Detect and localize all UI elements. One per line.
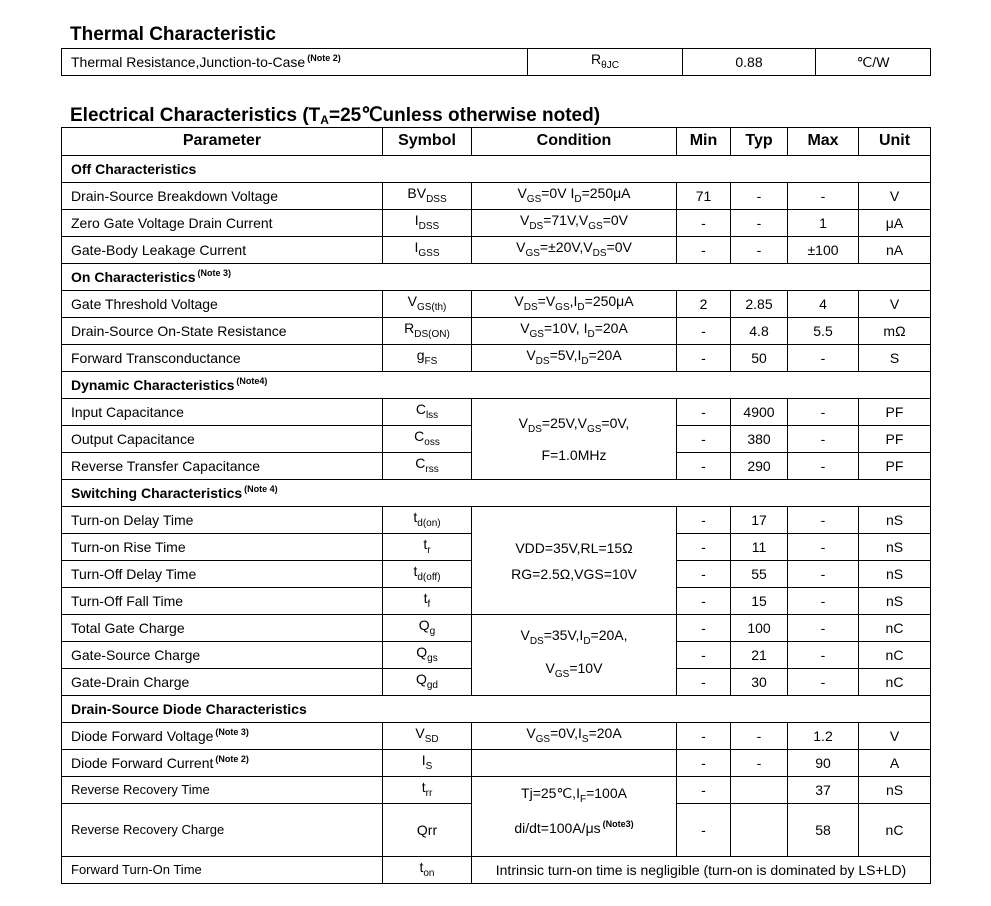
typ-cell: 21 [731,642,788,669]
electrical-heading: Electrical Characteristics ($T_A=25℃unless$ otherwise noted) [70,105,601,127]
unit-cell: nS [859,507,931,534]
symbol-cell: $g_{FS}$ [383,345,472,372]
min-cell: 2 [677,291,731,318]
unit-cell: V [859,183,931,210]
min-cell: - [677,669,731,696]
forward-turn-on-note: Intrinsic turn-on time is negligible (turn-on is dominated by LS+LD) [472,857,931,884]
electrical-table [61,127,931,884]
typ-cell: 15 [731,588,788,615]
symbol-cell: $Q_g$ [383,615,472,642]
symbol-cell: $C_{oss}$ [383,426,472,453]
max-cell: - [788,561,859,588]
min-cell: - [677,642,731,669]
column-header: Symbol [383,128,472,156]
typ-cell: 2.85 [731,291,788,318]
min-cell: - [677,345,731,372]
min-cell: - [677,237,731,264]
max-cell: - [788,669,859,696]
max-cell: 5.5 [788,318,859,345]
typ-cell [731,804,788,857]
condition-line: RG=2.5Ω,VGS=10V [511,565,637,582]
condition-line: $V_{GS}=10V$ [545,660,603,680]
unit-cell: nC [859,615,931,642]
param-cell: Diode Forward Current $^{(Note 2)}$ [62,750,383,777]
max-cell: - [788,453,859,480]
param-cell: Turn-on Delay Time [62,507,383,534]
column-header: Parameter [62,128,383,156]
table-row [62,777,931,804]
table-row [62,507,931,534]
symbol-cell: $t_{d(off)}$ [383,561,472,588]
section-header-switching: Switching Characteristics $^{(Note 4)}$ [62,480,931,507]
thermal-symbol: $R_{\theta JC}$ [528,49,683,76]
typ-cell: 11 [731,534,788,561]
min-cell: - [677,399,731,426]
thermal-unit: ℃/W [816,49,931,76]
condition-cell [472,750,677,777]
max-cell: 4 [788,291,859,318]
symbol-cell: $BV_{DSS}$ [383,183,472,210]
param-cell: Reverse Transfer Capacitance [62,453,383,480]
symbol-cell: $I_S$ [383,750,472,777]
table-row [62,318,931,345]
max-cell: ±100 [788,237,859,264]
min-cell: - [677,588,731,615]
param-cell: Diode Forward Voltage $^{(Note 3)}$ [62,723,383,750]
param-cell: Output Capacitance [62,426,383,453]
typ-cell: 4.8 [731,318,788,345]
section-header-diode: Drain-Source Diode Characteristics [62,696,931,723]
table-row [62,210,931,237]
section-header-off: Off Characteristics [62,156,931,183]
unit-cell: V [859,723,931,750]
max-cell: - [788,534,859,561]
unit-cell: S [859,345,931,372]
typ-cell: 100 [731,615,788,642]
max-cell: - [788,183,859,210]
condition-cell-capacitance [472,399,677,480]
unit-cell: nS [859,561,931,588]
max-cell: - [788,426,859,453]
param-cell: Turn-Off Fall Time [62,588,383,615]
unit-cell: PF [859,426,931,453]
condition-line: di/dt=100A/μs $^{(Note3)}$ [514,818,634,836]
param-cell: Zero Gate Voltage Drain Current [62,210,383,237]
condition-cell: $V_{GS}=0V,I_S=20A$ [472,723,677,750]
symbol-cell: $Q_{gs}$ [383,642,472,669]
typ-cell: 380 [731,426,788,453]
table-row [62,291,931,318]
symbol-cell: Qrr [383,804,472,857]
param-cell: Gate Threshold Voltage [62,291,383,318]
symbol-cell: $R_{DS(ON)}$ [383,318,472,345]
max-cell: - [788,615,859,642]
min-cell: - [677,507,731,534]
symbol-cell: $t_{rr}$ [383,777,472,804]
param-cell: Total Gate Charge [62,615,383,642]
min-cell: - [677,534,731,561]
param-cell: Drain-Source Breakdown Voltage [62,183,383,210]
max-cell: - [788,507,859,534]
max-cell: - [788,642,859,669]
param-cell: Forward Transconductance [62,345,383,372]
typ-cell: 30 [731,669,788,696]
column-header: Min [677,128,731,156]
typ-cell: - [731,210,788,237]
condition-line: F=1.0MHz [541,447,607,464]
min-cell: 71 [677,183,731,210]
min-cell: - [677,723,731,750]
unit-cell: A [859,750,931,777]
thermal-table [61,48,931,76]
unit-cell: nS [859,777,931,804]
symbol-cell: $t_{d(on)}$ [383,507,472,534]
condition-cell: $V_{DS}=71V,V_{GS}=0V$ [472,210,677,237]
unit-cell: PF [859,453,931,480]
min-cell: - [677,561,731,588]
typ-cell: - [731,750,788,777]
param-cell: Drain-Source On-State Resistance [62,318,383,345]
table-row [62,237,931,264]
typ-cell: - [731,183,788,210]
symbol-cell: $V_{GS(th)}$ [383,291,472,318]
thermal-heading: Thermal Characteristic [70,24,276,45]
param-cell: Gate-Drain Charge [62,669,383,696]
min-cell: - [677,318,731,345]
param-cell: Turn-on Rise Time [62,534,383,561]
min-cell: - [677,210,731,237]
min-cell: - [677,453,731,480]
typ-cell: - [731,723,788,750]
symbol-cell: $I_{GSS}$ [383,237,472,264]
condition-cell: $V_{GS}=10V$, $I_D=20A$ [472,318,677,345]
min-cell: - [677,615,731,642]
param-cell: Gate-Source Charge [62,642,383,669]
condition-line: VDD=35V,RL=15Ω [515,539,633,556]
table-row [62,183,931,210]
typ-cell: 4900 [731,399,788,426]
typ-cell: 55 [731,561,788,588]
condition-cell: $V_{DS}=V_{GS},I_D=250\mu A$ [472,291,677,318]
table-row [62,345,931,372]
param-cell: Turn-Off Delay Time [62,561,383,588]
condition-line: $Tj=25℃,I_F=100A$ [521,785,627,805]
column-header: Max [788,128,859,156]
unit-cell: nC [859,642,931,669]
symbol-cell: $C_{rss}$ [383,453,472,480]
unit-cell: nS [859,534,931,561]
unit-cell: nS [859,588,931,615]
table-row [62,49,931,76]
thermal-parameter: Thermal Resistance,Junction-to-Case $^{(Note 2)}$ [62,49,528,76]
condition-cell: $V_{DS}=5V,I_D=20A$ [472,345,677,372]
max-cell: 58 [788,804,859,857]
condition-line: $V_{DS}=35V,I_D=20A$, [520,627,628,647]
symbol-cell: $t_{on}$ [383,857,472,884]
condition-line: $V_{DS}=25V,V_{GS}=0V$, [518,414,630,435]
table-header-row [62,128,931,156]
condition-cell-reverse-recovery [472,777,677,857]
param-cell: Forward Turn-On Time [62,857,383,884]
symbol-cell: $t_f$ [383,588,472,615]
min-cell: - [677,750,731,777]
min-cell: - [677,804,731,857]
max-cell: - [788,588,859,615]
max-cell: 37 [788,777,859,804]
param-cell: Reverse Recovery Time [62,777,383,804]
param-cell: Gate-Body Leakage Current [62,237,383,264]
table-row [62,399,931,426]
section-header-dynamic: Dynamic Characteristics $^{(Note4)}$ [62,372,931,399]
condition-cell: $V_{GS}=\pm 20V,V_{DS}=0V$ [472,237,677,264]
unit-cell: PF [859,399,931,426]
unit-cell: nC [859,804,931,857]
max-cell: 1 [788,210,859,237]
condition-cell: $V_{GS}=0V$ $I_D=250\mu A$ [472,183,677,210]
typ-cell: 50 [731,345,788,372]
symbol-cell: $C_{lss}$ [383,399,472,426]
typ-cell: 17 [731,507,788,534]
column-header: Condition [472,128,677,156]
table-row [62,615,931,642]
min-cell: - [677,777,731,804]
typ-cell: - [731,237,788,264]
condition-cell-gate-charge [472,615,677,696]
unit-cell: μA [859,210,931,237]
table-row [62,750,931,777]
param-cell: Input Capacitance [62,399,383,426]
column-header: Typ [731,128,788,156]
typ-cell [731,777,788,804]
max-cell: - [788,345,859,372]
column-header: Unit [859,128,931,156]
min-cell: - [677,426,731,453]
max-cell: 90 [788,750,859,777]
symbol-cell: $Q_{gd}$ [383,669,472,696]
table-row [62,857,931,884]
symbol-cell: $t_r$ [383,534,472,561]
section-header-on: On Characteristics $^{(Note 3)}$ [62,264,931,291]
param-cell: Reverse Recovery Charge [62,804,383,857]
symbol-cell: $I_{DSS}$ [383,210,472,237]
unit-cell: V [859,291,931,318]
table-row [62,723,931,750]
symbol-cell: $V_{SD}$ [383,723,472,750]
condition-cell-switching [472,507,677,615]
max-cell: - [788,399,859,426]
max-cell: 1.2 [788,723,859,750]
unit-cell: mΩ [859,318,931,345]
thermal-value: 0.88 [683,49,816,76]
unit-cell: nA [859,237,931,264]
typ-cell: 290 [731,453,788,480]
unit-cell: nC [859,669,931,696]
